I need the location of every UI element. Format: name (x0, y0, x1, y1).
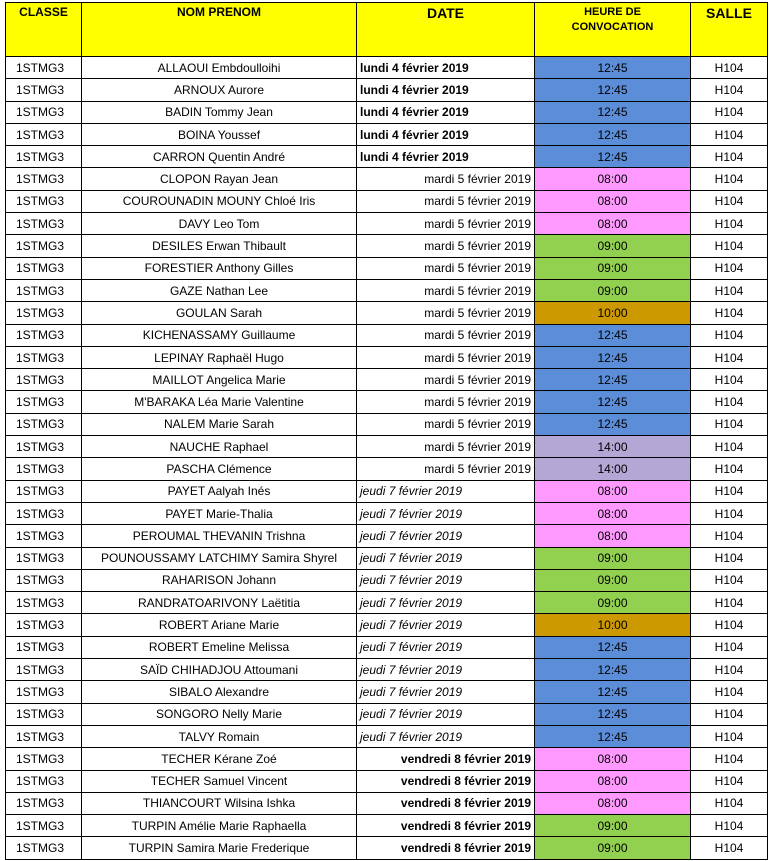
classe-cell: 1STMG3 (6, 324, 82, 346)
heure-cell: 12:45 (535, 146, 691, 168)
nom-prenom-cell: TURPIN Samira Marie Frederique (82, 837, 357, 859)
table-body (6, 57, 768, 860)
table-row (6, 79, 768, 101)
classe-cell: 1STMG3 (6, 79, 82, 101)
date-cell: lundi 4 février 2019 (357, 79, 535, 101)
table-row (6, 547, 768, 569)
classe-cell: 1STMG3 (6, 279, 82, 301)
salle-cell: H104 (691, 257, 768, 279)
table-row (6, 279, 768, 301)
salle-cell: H104 (691, 480, 768, 502)
salle-cell: H104 (691, 79, 768, 101)
heure-cell: 12:45 (535, 369, 691, 391)
table-row (6, 815, 768, 837)
table-row (6, 592, 768, 614)
nom-prenom-cell: POUNOUSSAMY LATCHIMY Samira Shyrel (82, 547, 357, 569)
date-cell: jeudi 7 février 2019 (357, 614, 535, 636)
classe-cell: 1STMG3 (6, 123, 82, 145)
date-cell: jeudi 7 février 2019 (357, 725, 535, 747)
table-row (6, 770, 768, 792)
table-row (6, 614, 768, 636)
classe-cell: 1STMG3 (6, 458, 82, 480)
nom-prenom-cell: TECHER Kérane Zoé (82, 748, 357, 770)
heure-cell: 10:00 (535, 302, 691, 324)
header-salle: SALLE (691, 3, 768, 57)
salle-cell: H104 (691, 502, 768, 524)
salle-cell: H104 (691, 369, 768, 391)
classe-cell: 1STMG3 (6, 725, 82, 747)
date-cell: mardi 5 février 2019 (357, 302, 535, 324)
salle-cell: H104 (691, 748, 768, 770)
classe-cell: 1STMG3 (6, 681, 82, 703)
classe-cell: 1STMG3 (6, 525, 82, 547)
classe-cell: 1STMG3 (6, 547, 82, 569)
date-cell: jeudi 7 février 2019 (357, 525, 535, 547)
nom-prenom-cell: RAHARISON Johann (82, 569, 357, 591)
salle-cell: H104 (691, 636, 768, 658)
classe-cell: 1STMG3 (6, 703, 82, 725)
nom-prenom-cell: NALEM Marie Sarah (82, 413, 357, 435)
nom-prenom-cell: BOINA Youssef (82, 123, 357, 145)
heure-cell: 08:00 (535, 213, 691, 235)
date-cell: mardi 5 février 2019 (357, 168, 535, 190)
date-cell: mardi 5 février 2019 (357, 391, 535, 413)
classe-cell: 1STMG3 (6, 614, 82, 636)
date-cell: jeudi 7 février 2019 (357, 636, 535, 658)
heure-cell: 12:45 (535, 681, 691, 703)
nom-prenom-cell: KICHENASSAMY Guillaume (82, 324, 357, 346)
table-row (6, 324, 768, 346)
classe-cell: 1STMG3 (6, 792, 82, 814)
table-row (6, 458, 768, 480)
date-cell: jeudi 7 février 2019 (357, 480, 535, 502)
classe-cell: 1STMG3 (6, 569, 82, 591)
date-cell: lundi 4 février 2019 (357, 101, 535, 123)
salle-cell: H104 (691, 413, 768, 435)
classe-cell: 1STMG3 (6, 748, 82, 770)
date-cell: mardi 5 février 2019 (357, 324, 535, 346)
header-date: DATE (357, 3, 535, 57)
salle-cell: H104 (691, 279, 768, 301)
table-row (6, 123, 768, 145)
classe-cell: 1STMG3 (6, 436, 82, 458)
salle-cell: H104 (691, 569, 768, 591)
date-cell: vendredi 8 février 2019 (357, 748, 535, 770)
classe-cell: 1STMG3 (6, 57, 82, 79)
nom-prenom-cell: DESILES Erwan Thibault (82, 235, 357, 257)
salle-cell: H104 (691, 168, 768, 190)
nom-prenom-cell: SIBALO Alexandre (82, 681, 357, 703)
nom-prenom-cell: MAILLOT Angelica Marie (82, 369, 357, 391)
table-row (6, 146, 768, 168)
header-heure-line2: CONVOCATION (571, 21, 654, 33)
date-cell: jeudi 7 février 2019 (357, 502, 535, 524)
table-row (6, 725, 768, 747)
salle-cell: H104 (691, 57, 768, 79)
nom-prenom-cell: TURPIN Amélie Marie Raphaella (82, 815, 357, 837)
heure-cell: 08:00 (535, 792, 691, 814)
nom-prenom-cell: TECHER Samuel Vincent (82, 770, 357, 792)
date-cell: jeudi 7 février 2019 (357, 659, 535, 681)
heure-cell: 09:00 (535, 569, 691, 591)
table-row (6, 480, 768, 502)
header-classe: CLASSE (6, 3, 82, 57)
salle-cell: H104 (691, 123, 768, 145)
table-row (6, 413, 768, 435)
date-cell: jeudi 7 février 2019 (357, 681, 535, 703)
nom-prenom-cell: SONGORO Nelly Marie (82, 703, 357, 725)
classe-cell: 1STMG3 (6, 770, 82, 792)
table-row (6, 569, 768, 591)
classe-cell: 1STMG3 (6, 213, 82, 235)
date-cell: vendredi 8 février 2019 (357, 792, 535, 814)
heure-cell: 09:00 (535, 235, 691, 257)
table-row (6, 346, 768, 368)
heure-cell: 09:00 (535, 547, 691, 569)
heure-cell: 08:00 (535, 748, 691, 770)
table-row (6, 703, 768, 725)
heure-cell: 14:00 (535, 436, 691, 458)
date-cell: lundi 4 février 2019 (357, 146, 535, 168)
nom-prenom-cell: SAÏD CHIHADJOU Attoumani (82, 659, 357, 681)
date-cell: jeudi 7 février 2019 (357, 569, 535, 591)
nom-prenom-cell: PASCHA Clémence (82, 458, 357, 480)
salle-cell: H104 (691, 302, 768, 324)
nom-prenom-cell: ARNOUX Aurore (82, 79, 357, 101)
salle-cell: H104 (691, 391, 768, 413)
heure-cell: 09:00 (535, 837, 691, 859)
table-row (6, 302, 768, 324)
classe-cell: 1STMG3 (6, 168, 82, 190)
salle-cell: H104 (691, 436, 768, 458)
table-row (6, 525, 768, 547)
heure-cell: 08:00 (535, 480, 691, 502)
heure-cell: 14:00 (535, 458, 691, 480)
heure-cell: 12:45 (535, 725, 691, 747)
table-row (6, 792, 768, 814)
classe-cell: 1STMG3 (6, 413, 82, 435)
salle-cell: H104 (691, 837, 768, 859)
header-row (6, 3, 768, 57)
table-row (6, 636, 768, 658)
nom-prenom-cell: PEROUMAL THEVANIN Trishna (82, 525, 357, 547)
table-row (6, 659, 768, 681)
table-row (6, 502, 768, 524)
salle-cell: H104 (691, 681, 768, 703)
table-header (6, 3, 768, 57)
table-row (6, 391, 768, 413)
date-cell: jeudi 7 février 2019 (357, 592, 535, 614)
classe-cell: 1STMG3 (6, 146, 82, 168)
classe-cell: 1STMG3 (6, 302, 82, 324)
nom-prenom-cell: NAUCHE Raphael (82, 436, 357, 458)
heure-cell: 12:45 (535, 703, 691, 725)
date-cell: mardi 5 février 2019 (357, 346, 535, 368)
date-cell: lundi 4 février 2019 (357, 57, 535, 79)
table-row (6, 436, 768, 458)
classe-cell: 1STMG3 (6, 391, 82, 413)
table-row (6, 213, 768, 235)
classe-cell: 1STMG3 (6, 346, 82, 368)
date-cell: mardi 5 février 2019 (357, 257, 535, 279)
table-row (6, 369, 768, 391)
heure-cell: 10:00 (535, 614, 691, 636)
table-row (6, 837, 768, 859)
nom-prenom-cell: ALLAOUI Embdoulloihi (82, 57, 357, 79)
header-nom-prenom: NOM PRENOM (82, 3, 357, 57)
salle-cell: H104 (691, 770, 768, 792)
classe-cell: 1STMG3 (6, 815, 82, 837)
date-cell: mardi 5 février 2019 (357, 279, 535, 301)
nom-prenom-cell: LEPINAY Raphaël Hugo (82, 346, 357, 368)
classe-cell: 1STMG3 (6, 235, 82, 257)
table-row (6, 257, 768, 279)
classe-cell: 1STMG3 (6, 592, 82, 614)
date-cell: mardi 5 février 2019 (357, 458, 535, 480)
salle-cell: H104 (691, 703, 768, 725)
heure-cell: 08:00 (535, 525, 691, 547)
nom-prenom-cell: CLOPON Rayan Jean (82, 168, 357, 190)
salle-cell: H104 (691, 235, 768, 257)
heure-cell: 08:00 (535, 770, 691, 792)
heure-cell: 12:45 (535, 101, 691, 123)
salle-cell: H104 (691, 659, 768, 681)
header-heure-convocation (535, 3, 691, 57)
date-cell: mardi 5 février 2019 (357, 436, 535, 458)
table-row (6, 235, 768, 257)
salle-cell: H104 (691, 146, 768, 168)
nom-prenom-cell: M'BARAKA Léa Marie Valentine (82, 391, 357, 413)
heure-cell: 09:00 (535, 279, 691, 301)
salle-cell: H104 (691, 592, 768, 614)
salle-cell: H104 (691, 346, 768, 368)
date-cell: mardi 5 février 2019 (357, 213, 535, 235)
classe-cell: 1STMG3 (6, 636, 82, 658)
heure-cell: 12:45 (535, 659, 691, 681)
heure-cell: 08:00 (535, 502, 691, 524)
date-cell: mardi 5 février 2019 (357, 369, 535, 391)
date-cell: mardi 5 février 2019 (357, 235, 535, 257)
date-cell: vendredi 8 février 2019 (357, 815, 535, 837)
heure-cell: 09:00 (535, 815, 691, 837)
table-row (6, 101, 768, 123)
salle-cell: H104 (691, 190, 768, 212)
nom-prenom-cell: BADIN Tommy Jean (82, 101, 357, 123)
nom-prenom-cell: ROBERT Emeline Melissa (82, 636, 357, 658)
classe-cell: 1STMG3 (6, 101, 82, 123)
salle-cell: H104 (691, 792, 768, 814)
table-row (6, 190, 768, 212)
date-cell: lundi 4 février 2019 (357, 123, 535, 145)
heure-cell: 12:45 (535, 413, 691, 435)
heure-cell: 12:45 (535, 79, 691, 101)
heure-cell: 12:45 (535, 324, 691, 346)
nom-prenom-cell: RANDRATOARIVONY Laëtitia (82, 592, 357, 614)
classe-cell: 1STMG3 (6, 837, 82, 859)
nom-prenom-cell: ROBERT Ariane Marie (82, 614, 357, 636)
classe-cell: 1STMG3 (6, 190, 82, 212)
header-heure-line1: HEURE DE (584, 6, 641, 18)
salle-cell: H104 (691, 725, 768, 747)
heure-cell: 08:00 (535, 168, 691, 190)
nom-prenom-cell: TALVY Romain (82, 725, 357, 747)
heure-cell: 08:00 (535, 190, 691, 212)
salle-cell: H104 (691, 614, 768, 636)
date-cell: vendredi 8 février 2019 (357, 770, 535, 792)
classe-cell: 1STMG3 (6, 480, 82, 502)
table-row (6, 57, 768, 79)
salle-cell: H104 (691, 324, 768, 346)
classe-cell: 1STMG3 (6, 257, 82, 279)
nom-prenom-cell: GAZE Nathan Lee (82, 279, 357, 301)
table-row (6, 748, 768, 770)
nom-prenom-cell: COUROUNADIN MOUNY Chloé Iris (82, 190, 357, 212)
salle-cell: H104 (691, 547, 768, 569)
date-cell: mardi 5 février 2019 (357, 413, 535, 435)
date-cell: jeudi 7 février 2019 (357, 547, 535, 569)
salle-cell: H104 (691, 815, 768, 837)
nom-prenom-cell: CARRON Quentin André (82, 146, 357, 168)
date-cell: vendredi 8 février 2019 (357, 837, 535, 859)
table-row (6, 681, 768, 703)
nom-prenom-cell: GOULAN Sarah (82, 302, 357, 324)
heure-cell: 12:45 (535, 391, 691, 413)
table-row (6, 168, 768, 190)
classe-cell: 1STMG3 (6, 369, 82, 391)
nom-prenom-cell: PAYET Marie-Thalia (82, 502, 357, 524)
nom-prenom-cell: FORESTIER Anthony Gilles (82, 257, 357, 279)
heure-cell: 12:45 (535, 123, 691, 145)
nom-prenom-cell: THIANCOURT Wilsina Ishka (82, 792, 357, 814)
heure-cell: 12:45 (535, 346, 691, 368)
salle-cell: H104 (691, 101, 768, 123)
date-cell: jeudi 7 février 2019 (357, 703, 535, 725)
classe-cell: 1STMG3 (6, 659, 82, 681)
convocation-table (5, 2, 768, 860)
nom-prenom-cell: DAVY Leo Tom (82, 213, 357, 235)
heure-cell: 12:45 (535, 57, 691, 79)
heure-cell: 09:00 (535, 257, 691, 279)
heure-cell: 12:45 (535, 636, 691, 658)
nom-prenom-cell: PAYET Aalyah Inés (82, 480, 357, 502)
date-cell: mardi 5 février 2019 (357, 190, 535, 212)
classe-cell: 1STMG3 (6, 502, 82, 524)
salle-cell: H104 (691, 213, 768, 235)
salle-cell: H104 (691, 458, 768, 480)
salle-cell: H104 (691, 525, 768, 547)
heure-cell: 09:00 (535, 592, 691, 614)
